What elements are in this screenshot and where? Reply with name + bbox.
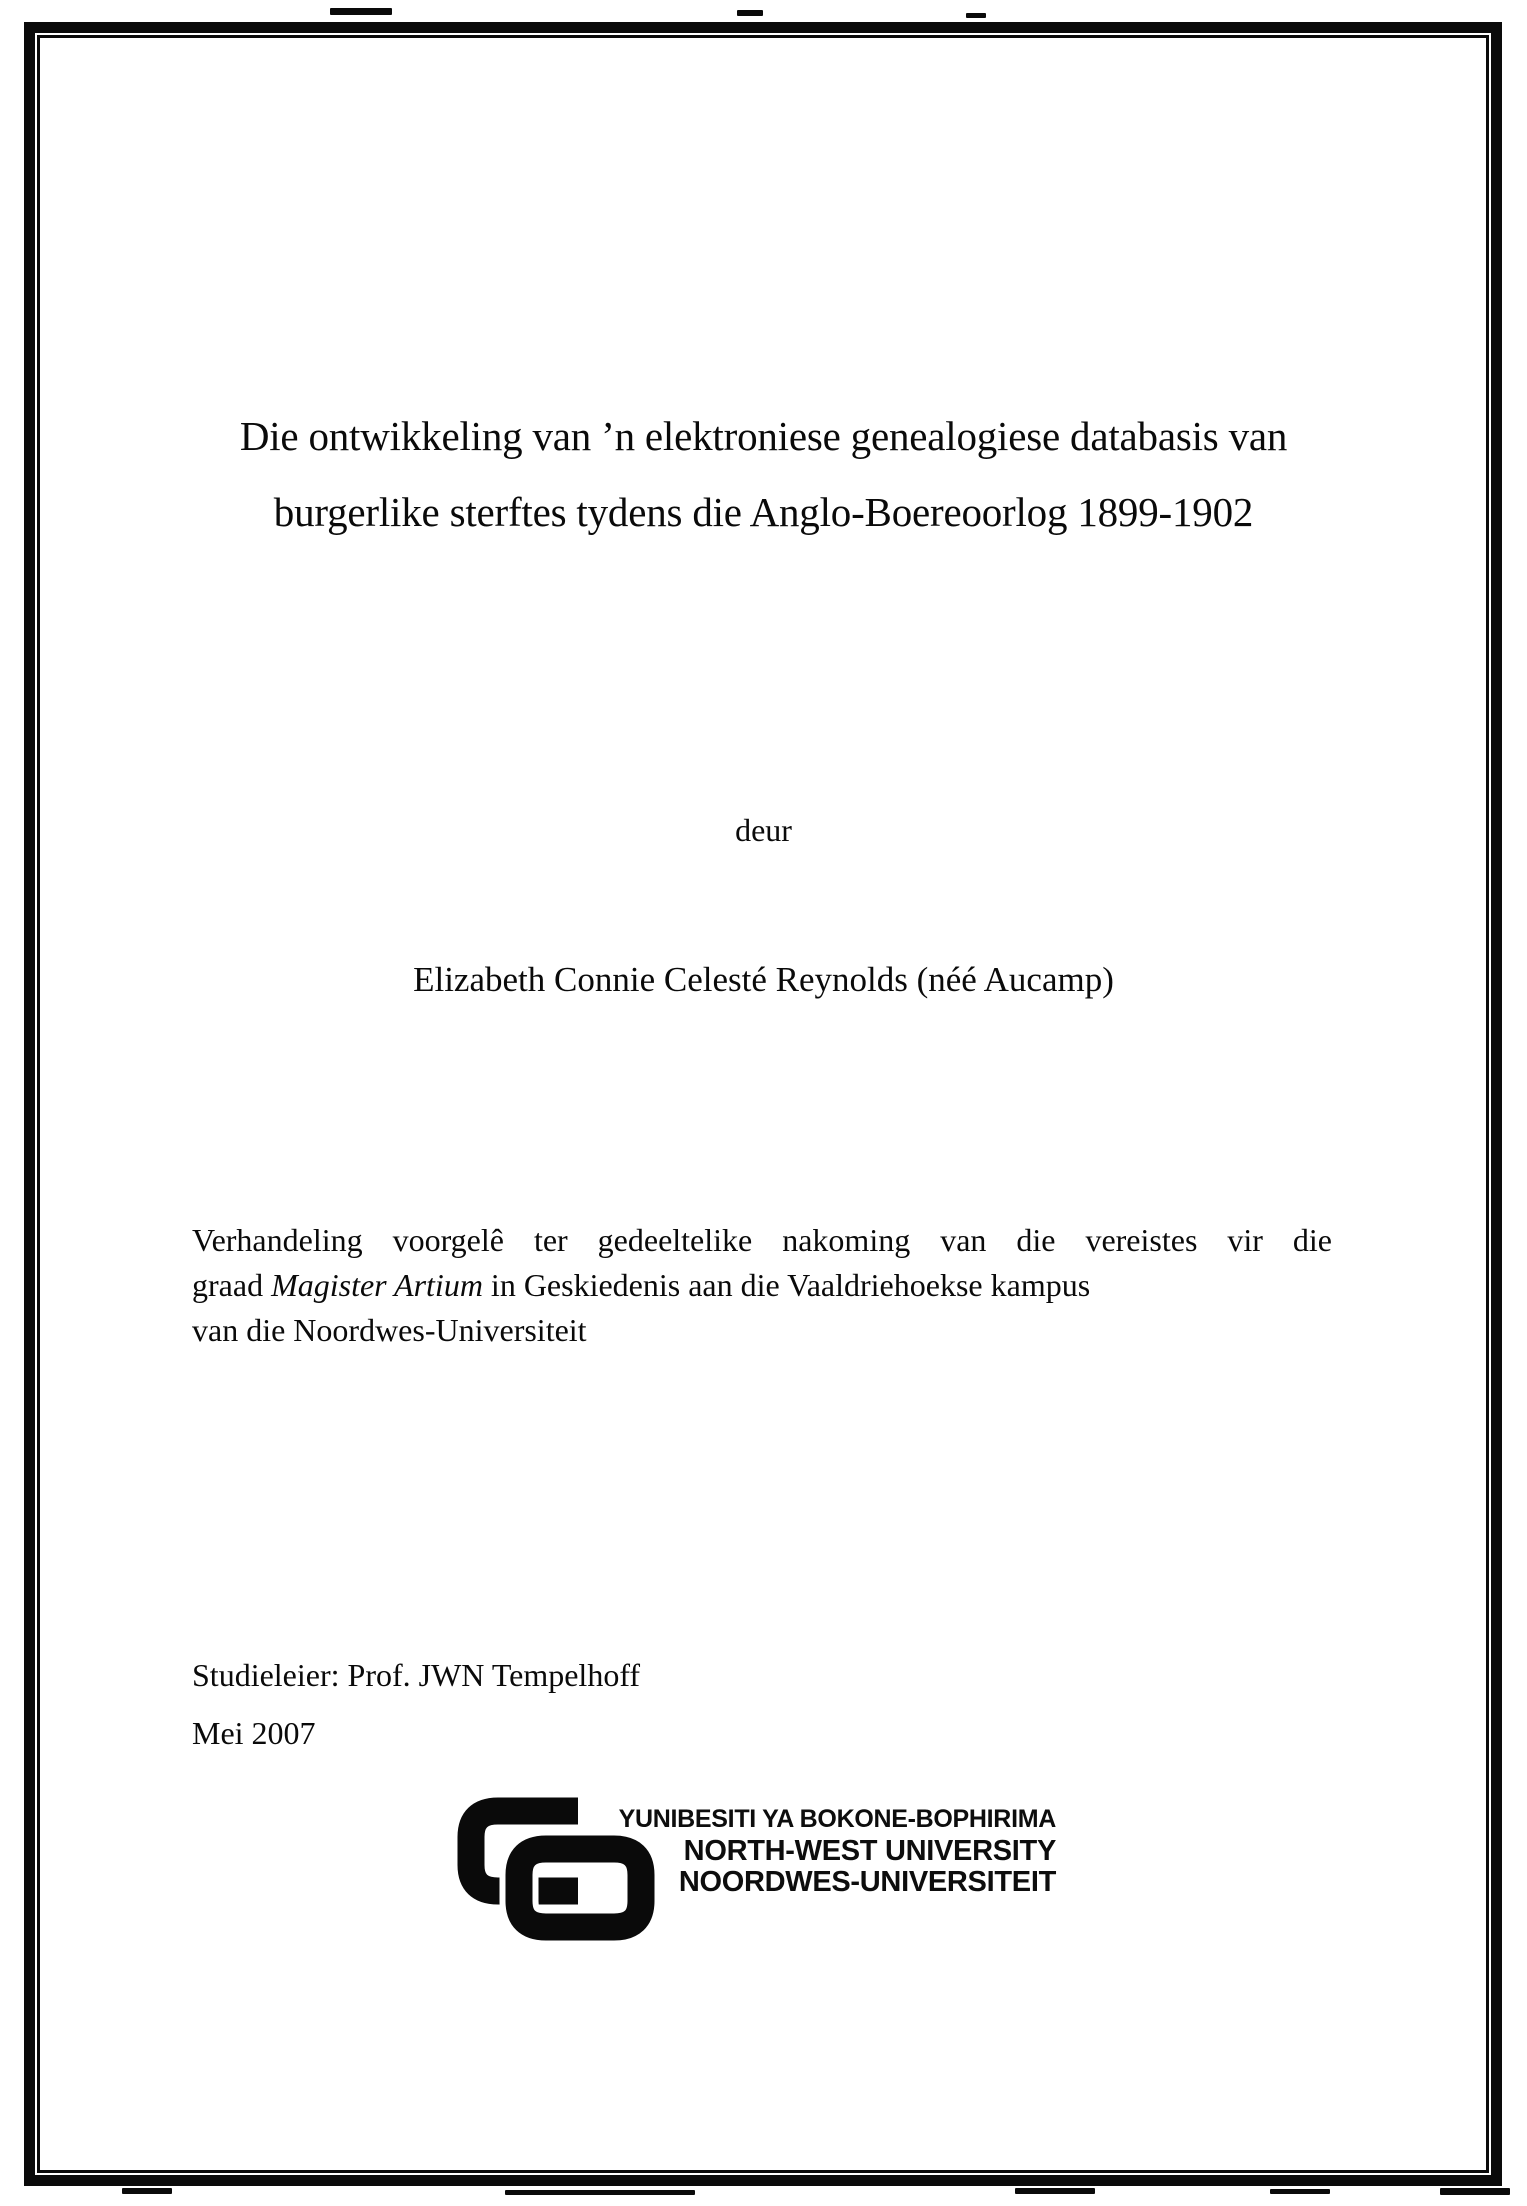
university-logo [456, 1795, 1096, 1945]
statement-line1: Verhandeling voorgelê ter gedeeltelike nakoming van die vereistes vir die [192, 1222, 1332, 1258]
statement-line2-pre: graad [192, 1267, 272, 1303]
logo-line-setswana: YUNIBESITI YA BOKONE-BOPHIRIMA [618, 1805, 1056, 1833]
scan-artifact [1015, 2188, 1095, 2194]
scan-artifact [737, 10, 763, 16]
logo-line-english: NORTH-WEST UNIVERSITY [683, 1835, 1056, 1867]
author-name: Elizabeth Connie Celesté Reynolds (néé Aucamp) [413, 960, 1114, 999]
thesis-title-line2: burgerlike sterftes tydens die Anglo-Boereoorlog 1899-1902 [273, 489, 1254, 535]
advisor-block [192, 1646, 640, 1762]
thesis-title [100, 398, 1427, 550]
scan-artifact [330, 8, 392, 15]
submission-statement [192, 1218, 1332, 1353]
date-line: Mei 2007 [192, 1715, 316, 1751]
supervisor-line: Studieleier: Prof. JWN Tempelhoff [192, 1657, 641, 1693]
statement-line2-post: in Geskiedenis aan die Vaaldriehoekse kampus [482, 1267, 1091, 1303]
statement-line2 [192, 1263, 1332, 1308]
scan-artifact [122, 2188, 172, 2194]
thesis-title-line1: Die ontwikkeling van ’n elektroniese genealogiese databasis van [239, 413, 1288, 459]
statement-degree-name: Magister Artium [271, 1267, 483, 1303]
scan-artifact [1270, 2189, 1330, 2194]
byline-deur: deur [735, 812, 792, 848]
scan-artifact [966, 13, 986, 18]
scan-artifact [505, 2190, 695, 2195]
statement-line3: van die Noordwes-Universiteit [192, 1312, 587, 1348]
logo-line-afrikaans: NOORDWES-UNIVERSITEIT [678, 1866, 1056, 1898]
scan-artifact [1440, 2188, 1510, 2195]
university-logo-text [556, 1803, 1056, 1898]
